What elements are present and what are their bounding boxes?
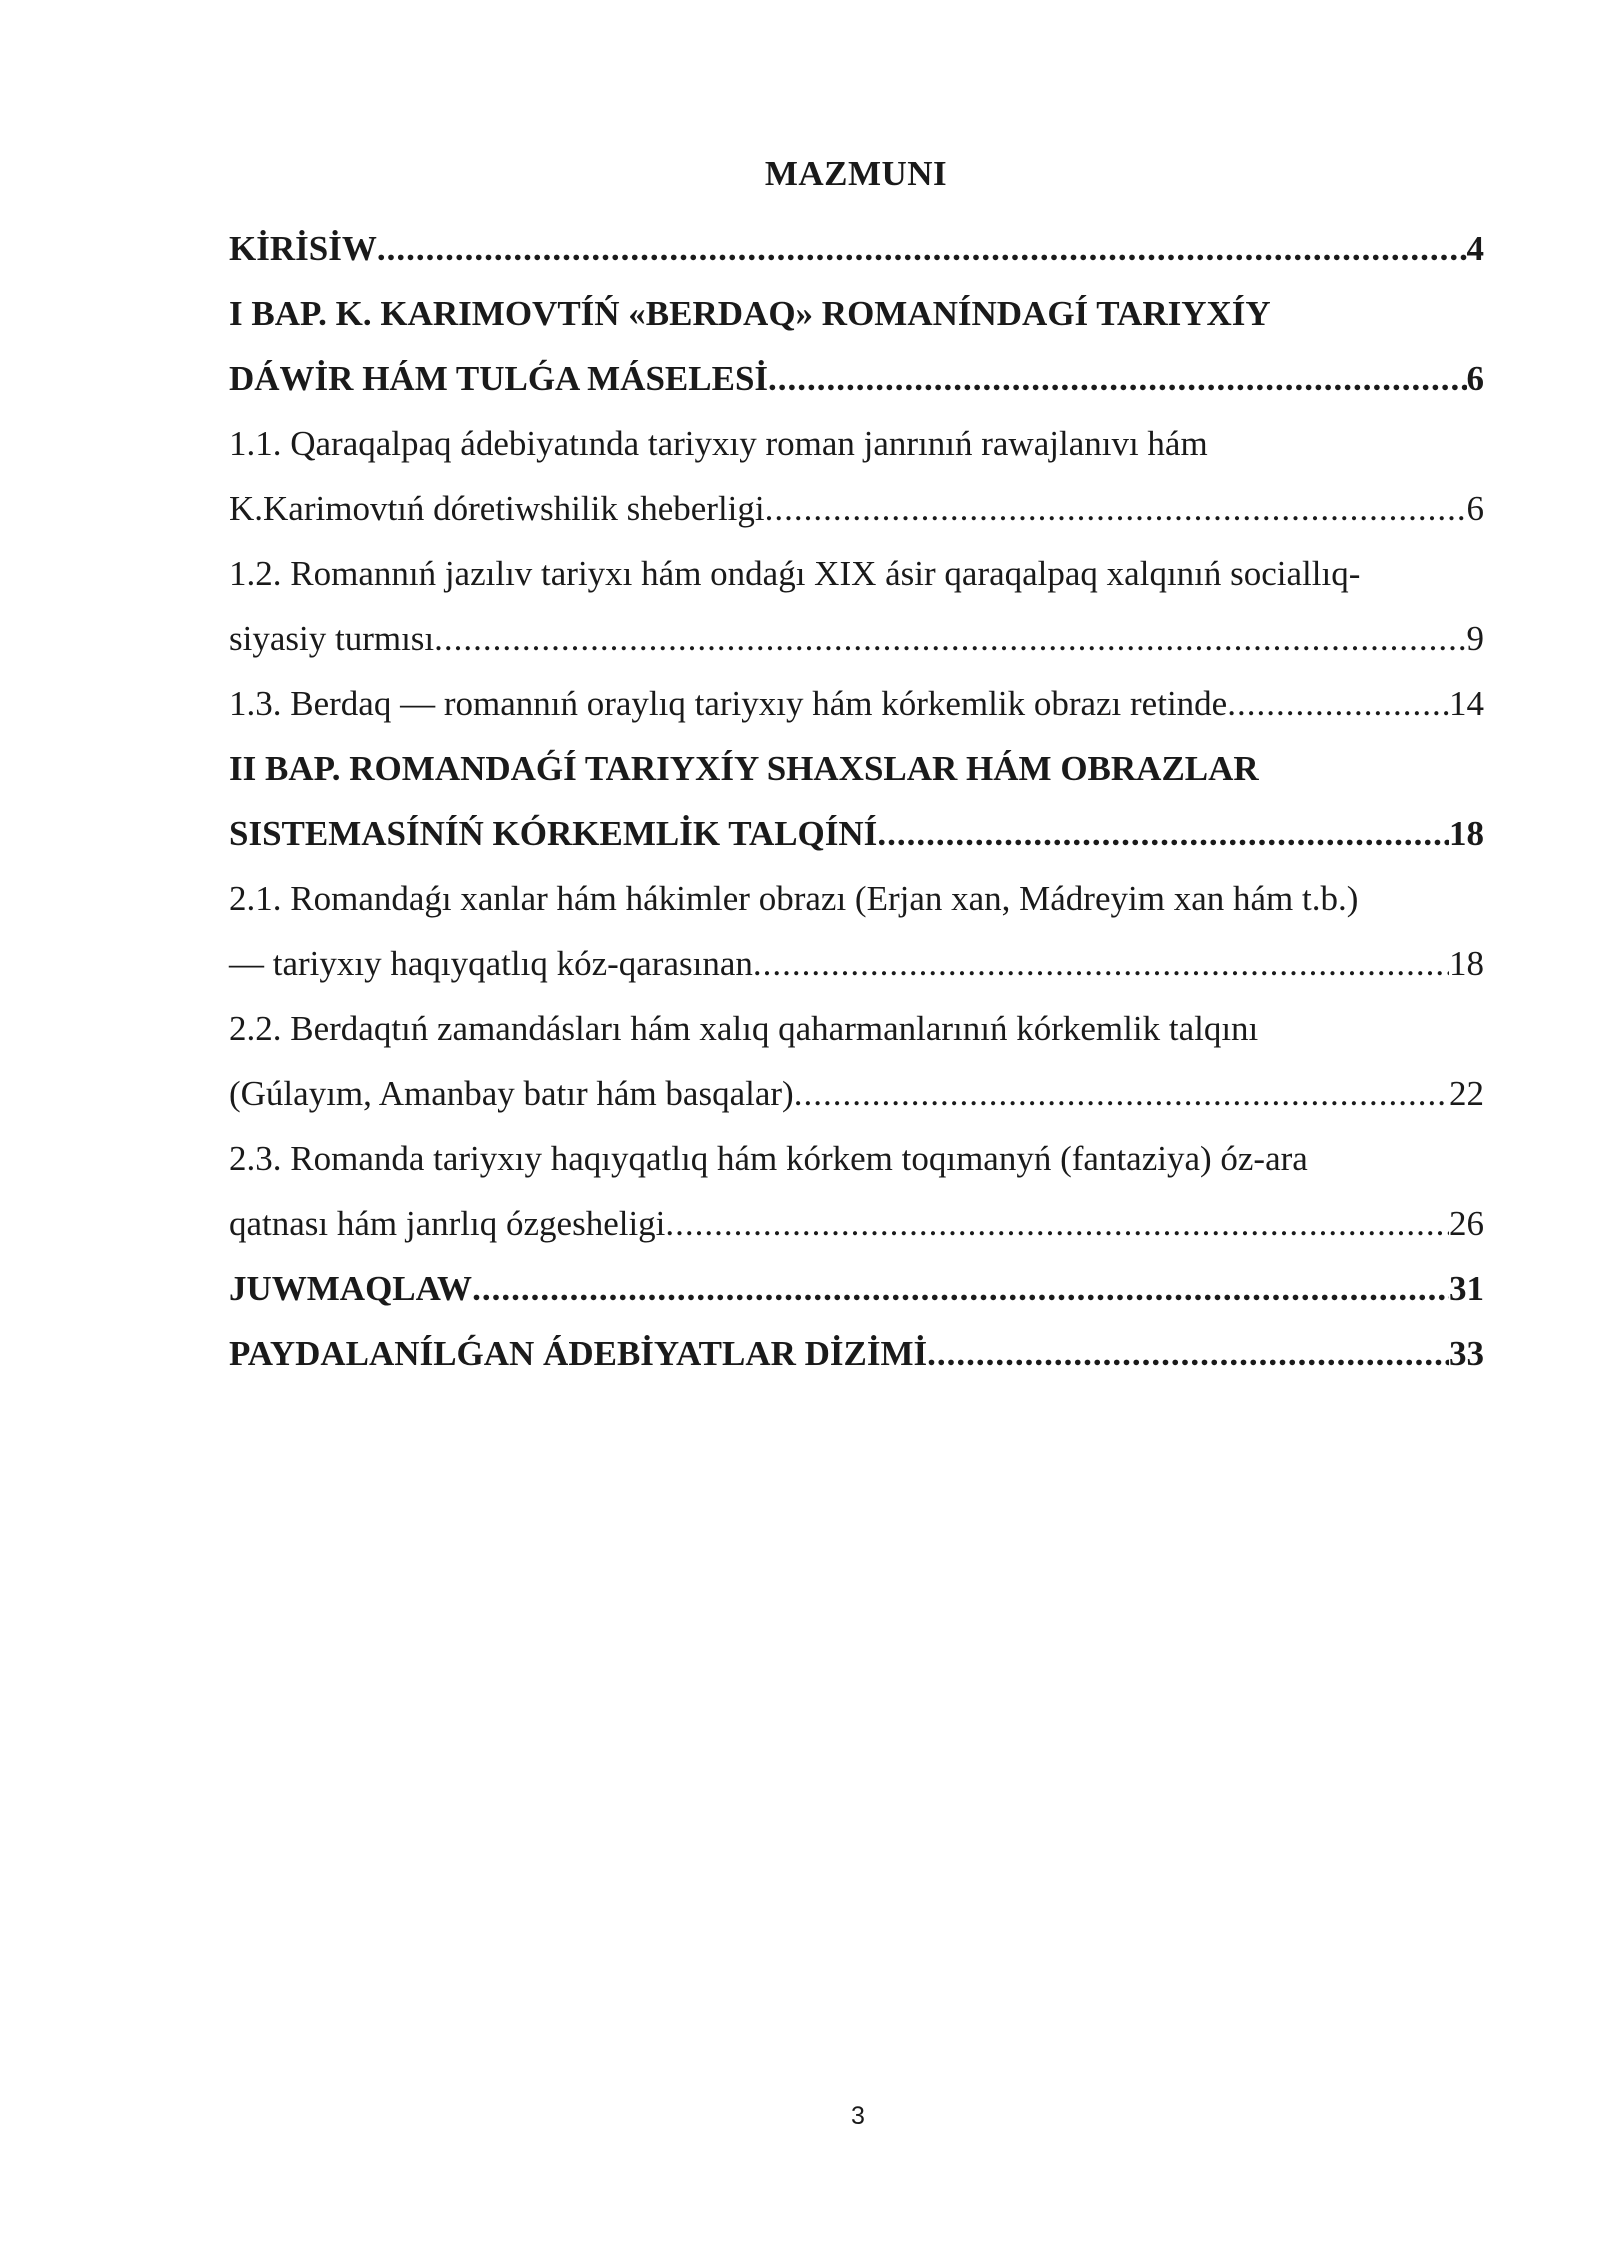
toc-entry [229,996,1484,1061]
toc-entry-page: 4 [1466,229,1484,268]
toc-entry-text: — tariyxıy haqıyqatlıq kóz-qarasınan [229,944,753,983]
toc-entry-text: 1.1. Qaraqalpaq ádebiyatında tariyxıy roman janrınıń rawajlanıvı hám [229,424,1208,463]
toc-entry-text: DÁWİR HÁM TULǴA MÁSELESİ [229,359,769,398]
toc-entry-text: KİRİSİW [229,229,377,268]
toc-entry-text: 2.3. Romanda tariyxıy haqıyqatlıq hám kórkem toqımanyń (fantaziya) óz-ara [229,1139,1308,1178]
toc-entry-page: 18 [1449,944,1484,983]
toc-entry [229,606,1484,671]
toc-entry-text: K.Karimovtıń dóretiwshilik sheberligi [229,489,765,528]
toc-entry [229,1321,1484,1386]
toc-entry-text: SISTEMASÍNÍŃ KÓRKEMLİK TALQÍNÍ [229,814,878,853]
toc-entry-page: 9 [1466,619,1484,658]
toc-entry [229,1061,1484,1126]
toc-entry [229,866,1484,931]
toc-entry-text: (Gúlayım, Amanbay batır hám basqalar) [229,1074,794,1113]
toc-dot-leader [1227,671,1449,736]
toc-entry [229,736,1484,801]
toc-entry-page: 6 [1466,489,1484,528]
table-of-contents [229,216,1484,1386]
toc-entry [229,1191,1484,1256]
toc-entry-page: 14 [1449,684,1484,723]
toc-entry [229,476,1484,541]
toc-title: MAZMUNI [764,154,948,193]
toc-dot-leader [927,1321,1449,1386]
toc-entry [229,541,1484,606]
toc-entry [229,411,1484,476]
toc-dot-leader [434,606,1466,671]
toc-entry-text: siyasiy turmısı [229,619,435,658]
toc-entry-text: 1.2. Romannıń jazılıv tariyxı hám ondaǵı XIX ásir qaraqalpaq xalqınıń sociallıq- [229,554,1361,593]
toc-entry [229,931,1484,996]
toc-entry-page: 33 [1449,1334,1484,1373]
toc-dot-leader [768,346,1466,411]
toc-dot-leader [877,801,1449,866]
toc-entry [229,1126,1484,1191]
toc-entry-text: 2.1. Romandaǵı xanlar hám hákimler obrazı (Erjan xan, Mádreyim xan hám t.b.) [229,879,1359,918]
toc-entry-page: 26 [1449,1204,1484,1243]
toc-entry-page: 6 [1466,359,1484,398]
toc-entry [229,216,1484,281]
toc-entry-page: 31 [1449,1269,1484,1308]
toc-entry [229,346,1484,411]
toc-entry-text: I BAP. K. KARIMOVTÍŃ «BERDAQ» ROMANÍNDAGÍ TARIYXÍY [229,294,1271,333]
toc-dot-leader [377,216,1467,281]
toc-entry [229,1256,1484,1321]
toc-entry-text: PAYDALANÍLǴAN ÁDEBİYATLAR DİZİMİ [229,1334,928,1373]
toc-entry-text: JUWMAQLAW [229,1269,473,1308]
toc-dot-leader [794,1061,1449,1126]
toc-entry [229,671,1484,736]
toc-entry-text: 2.2. Berdaqtıń zamandásları hám xalıq qaharmanlarınıń kórkemlik talqını [229,1009,1259,1048]
toc-dot-leader [765,476,1467,541]
toc-entry-text: II BAP. ROMANDAǴÍ TARIYXÍY SHAXSLAR HÁM OBRAZLAR [229,749,1259,788]
toc-entry-text: qatnası hám janrlıq ózgesheligi [229,1204,666,1243]
toc-dot-leader [753,931,1449,996]
toc-dot-leader [665,1191,1449,1256]
page-number: 3 [851,2102,865,2130]
toc-entry [229,281,1484,346]
toc-dot-leader [472,1256,1449,1321]
toc-entry-text: 1.3. Berdaq — romannıń oraylıq tariyxıy hám kórkemlik obrazı retinde [229,684,1228,723]
toc-entry-page: 18 [1449,814,1484,853]
toc-entry [229,801,1484,866]
toc-entry-page: 22 [1449,1074,1484,1113]
